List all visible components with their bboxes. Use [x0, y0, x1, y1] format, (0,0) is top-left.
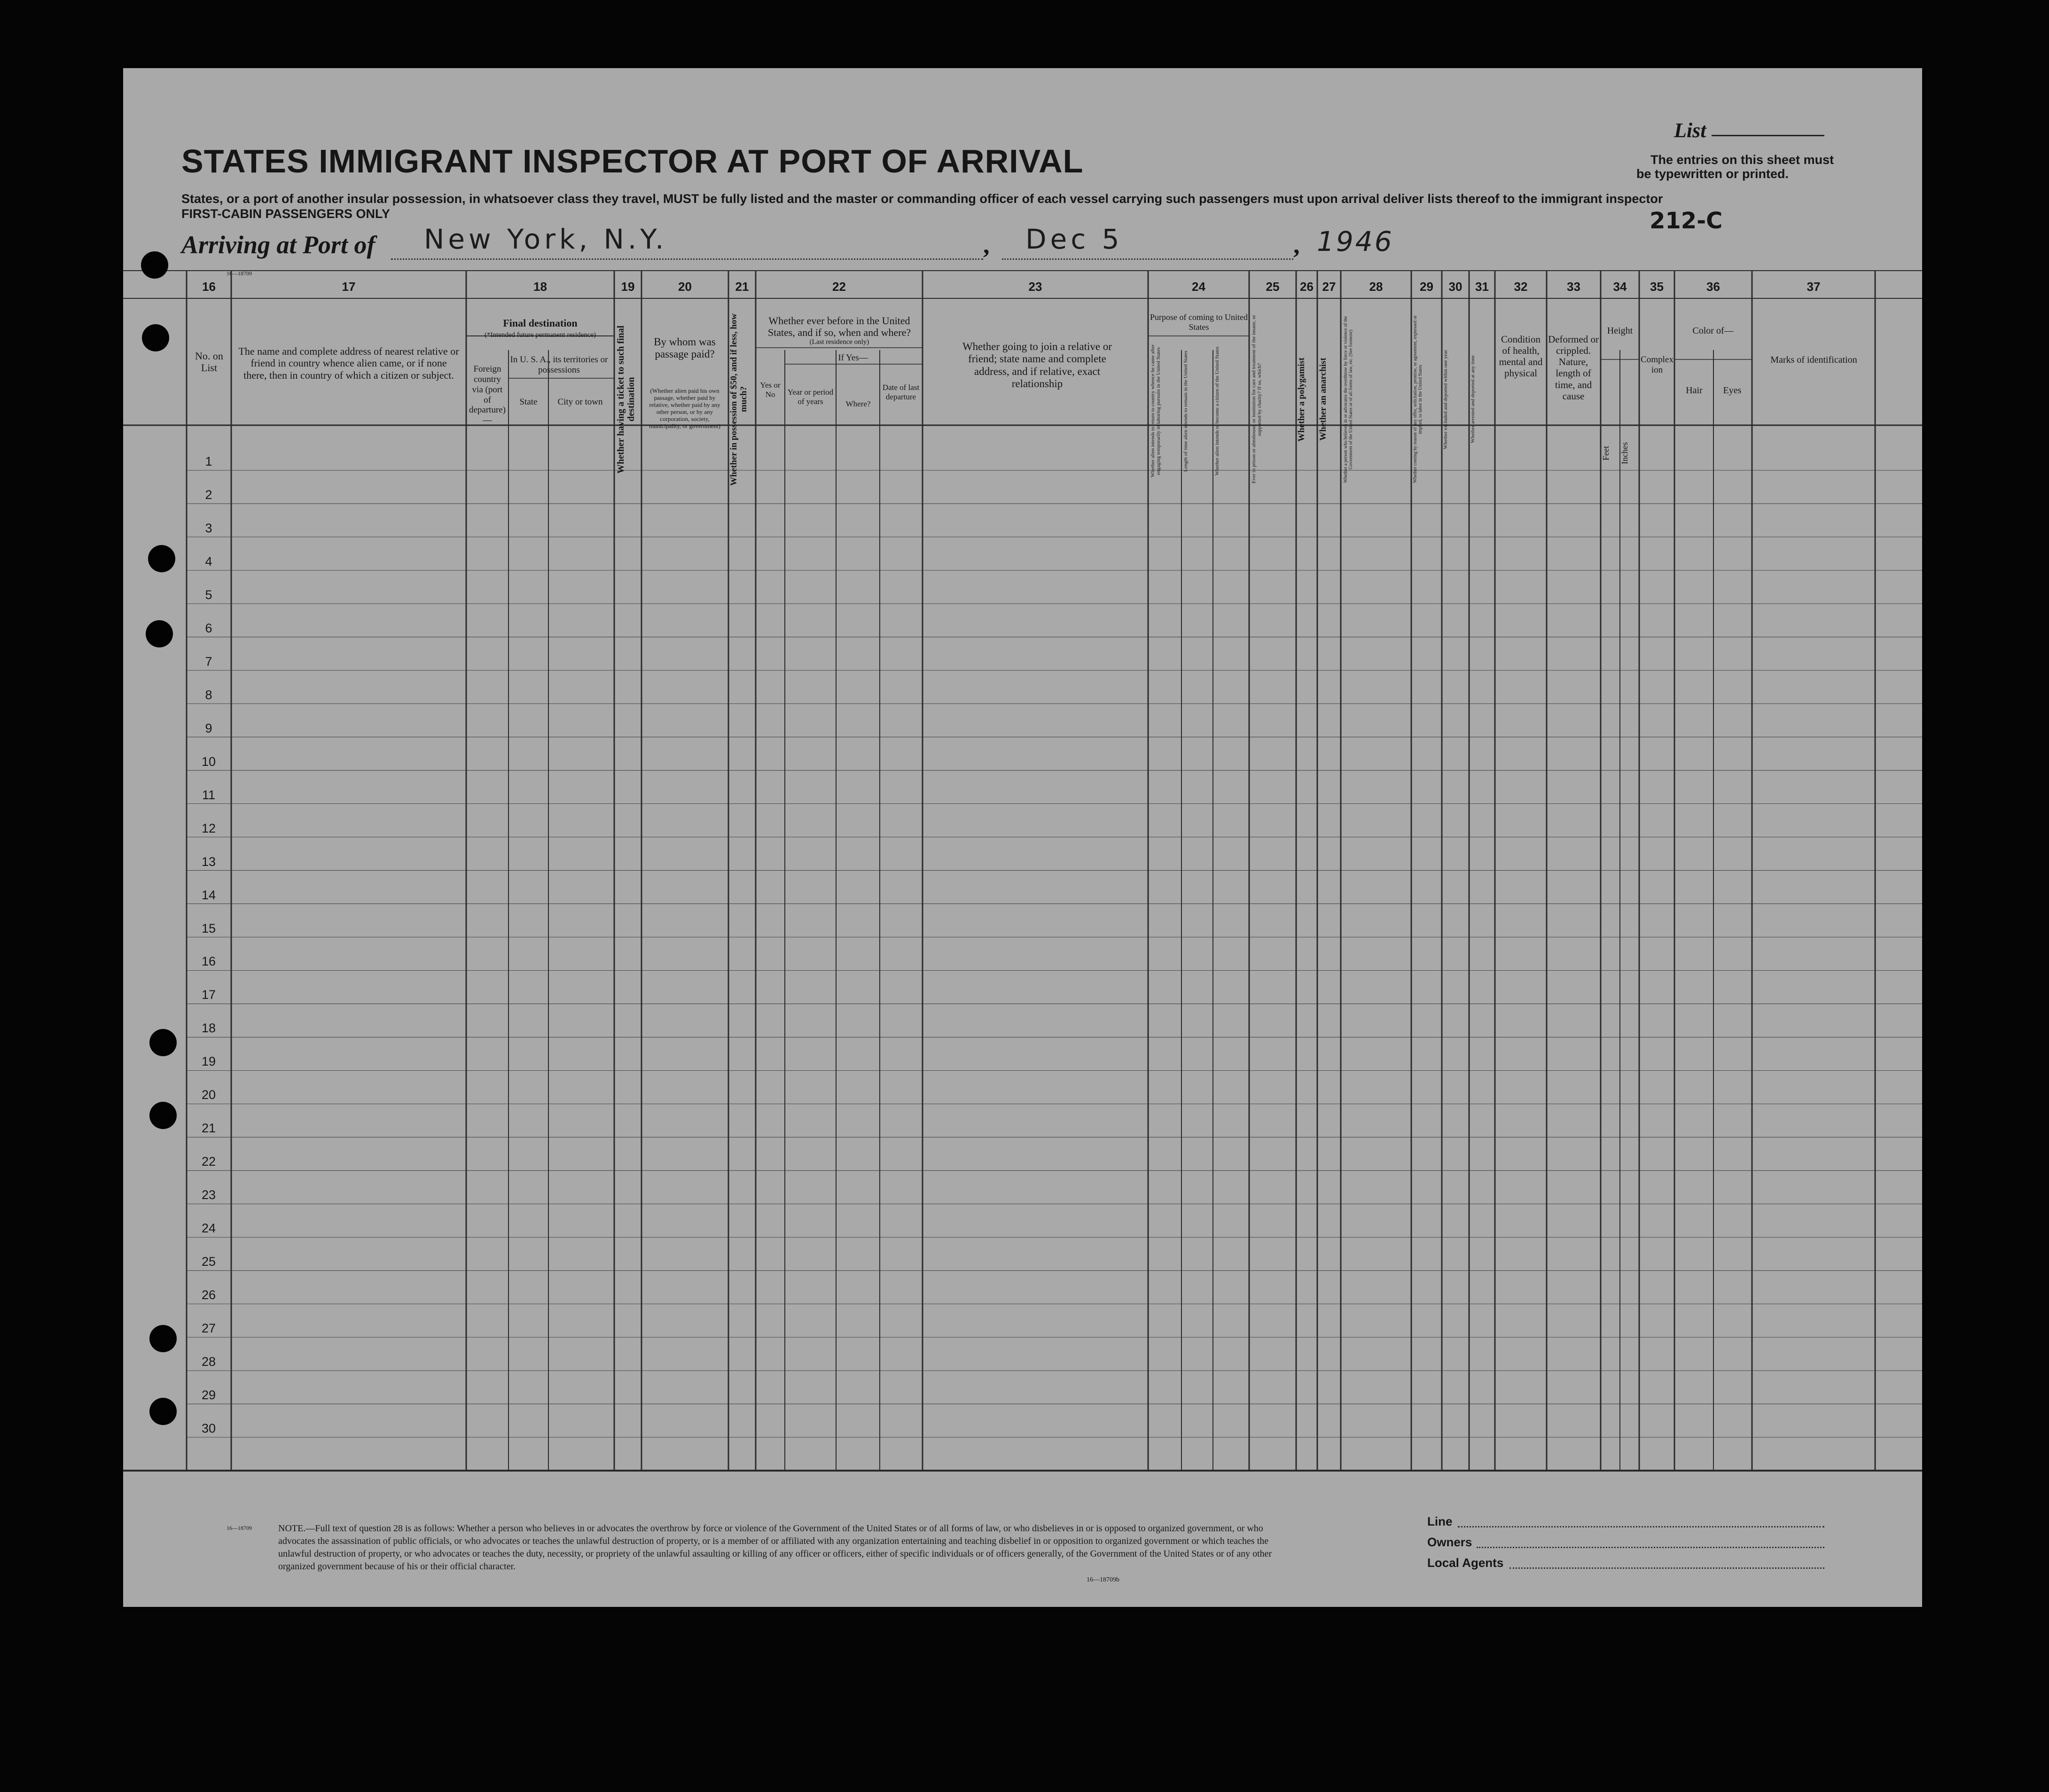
row-number: 10 — [201, 754, 216, 769]
row-number: 27 — [201, 1321, 216, 1336]
row-number: 3 — [205, 521, 212, 535]
header-inches: Inches — [1620, 442, 1629, 465]
row-number: 18 — [201, 1021, 216, 1036]
punch-hole — [149, 1325, 177, 1352]
header-purpose-length: Length of time alien intends to remain in the United States — [1183, 351, 1189, 472]
subtitle-class: FIRST-CABIN PASSENGERS ONLY — [181, 207, 391, 221]
punch-hole — [149, 1398, 177, 1425]
header-arrested-deported: Whether arrested and deported at any time — [1470, 355, 1476, 444]
header-join-relative: Whether going to join a relative or friend; state name and complete address, and if relative, exact relationship — [962, 341, 1112, 390]
column-number-row — [123, 280, 1922, 298]
column-number: 26 — [1300, 280, 1314, 294]
typewritten-note-line2: be typewritten or printed. — [1636, 167, 1789, 181]
comma-separator: , — [983, 231, 990, 259]
header-purpose-citizen: Whether alien intends to become a citizen of the United States — [1214, 346, 1220, 476]
header-relative-address: The name and complete address of nearest relative or friend in country whence alien came, or if none there, then in country of which a citizen or subject. — [238, 345, 459, 381]
header-possession-50: Whether in possession of $50, and if less, how much? — [729, 313, 749, 486]
row-number: 19 — [201, 1054, 216, 1069]
header-city-or-town: City or town — [557, 397, 603, 407]
header-ticket: Whether having a ticket to such final destination — [616, 325, 636, 474]
line-dotted — [1458, 1526, 1824, 1527]
row-number: 24 — [201, 1221, 216, 1236]
date-handwritten: Dec 5 — [1025, 223, 1123, 255]
row-number: 30 — [201, 1421, 216, 1436]
row-number: 6 — [205, 621, 212, 635]
header-passage-paid-sub: (Whether alien paid his own passage, whether paid by relative, whether paid by any other person, or by any corporation, society, municipality, or government) — [649, 387, 720, 429]
manifest-grid — [123, 270, 1922, 1541]
form-code-top: 16—18709 — [227, 270, 252, 277]
list-number: 212-C — [1650, 208, 1723, 234]
header-deformed: Deformed or crippled. Nature, length of time, and cause — [1548, 334, 1599, 402]
row-number: 12 — [201, 821, 216, 835]
list-number-line — [1712, 135, 1824, 136]
header-no-on-list: No. on List — [195, 350, 223, 374]
header-eyes: Eyes — [1723, 385, 1742, 396]
column-number: 33 — [1567, 280, 1580, 294]
header-year-or-period: Year or period of years — [787, 388, 834, 406]
punch-hole — [148, 545, 175, 572]
column-number: 21 — [735, 280, 749, 294]
header-if-yes: If Yes— — [838, 353, 868, 363]
header-state: State — [519, 397, 538, 407]
footnote-q28: NOTE.—Full text of question 28 is as follows: Whether a person who believes in or advocates the overthrow by force or violence of the Government of the United States or of all forms of law, or who disbelieves in or is opposed to organized government, or who advocates the assassination of public officials, or who advocates or teaches the unlawful destruction of property, or is a member of or affiliated with any organization entertaining and teaching disbelief in or opposition to organized government or which teaches the unlawful destruction of property, or who advocates or teaches the duty, necessity, or propriety of the unlawful assaulting or killing of any officer or officers, either of specific individuals or of officers generally, of the Government of the United States or of any other organized government because of his or their official character. — [278, 1523, 1272, 1572]
header-feet: Feet — [1601, 446, 1611, 461]
header-overthrow: Whether a person who believes in or advocates the overthrow by force or violence of the Government of the United States or of all forms of law, etc. (See footnote) — [1343, 316, 1353, 483]
header-anarchist: Whether an anarchist — [1318, 358, 1328, 441]
header-marks-identification: Marks of identification — [1770, 355, 1857, 365]
owners-label: Owners — [1427, 1535, 1472, 1549]
form-code-bottom: 16—18709 — [227, 1525, 252, 1531]
row-number: 23 — [201, 1188, 216, 1202]
column-number: 37 — [1807, 280, 1821, 294]
local-agents-dotted — [1509, 1567, 1824, 1569]
column-number: 16 — [202, 280, 216, 294]
date-dotted-line — [1002, 258, 1293, 260]
manifest-sheet — [123, 68, 1922, 1607]
row-number: 29 — [201, 1388, 216, 1402]
header-foreign-country: Foreign country via (port of departure)— — [469, 364, 506, 426]
comma-separator: , — [1293, 231, 1300, 259]
column-number: 19 — [621, 280, 635, 294]
row-number: 1 — [205, 454, 212, 468]
page-title: STATES IMMIGRANT INSPECTOR AT PORT OF ARRIVAL — [181, 143, 1084, 179]
column-number: 30 — [1448, 280, 1462, 294]
column-number: 20 — [678, 280, 692, 294]
form-code-footer: 16—18709b — [1087, 1576, 1119, 1583]
header-date-last-departure: Date of last departure — [882, 383, 920, 401]
row-number: 11 — [202, 787, 216, 802]
row-number: 13 — [201, 854, 216, 869]
punch-hole — [142, 324, 169, 351]
list-label: List — [1674, 119, 1706, 142]
column-number: 28 — [1369, 280, 1383, 294]
header-final-destination: Final destination — [503, 317, 578, 329]
typewritten-note-line1: The entries on this sheet must — [1650, 153, 1834, 167]
punch-hole — [141, 251, 168, 279]
row-number: 26 — [201, 1288, 216, 1302]
row-number: 2 — [205, 487, 212, 502]
row-number: 16 — [201, 954, 216, 969]
row-number: 15 — [201, 921, 216, 935]
header-where: Where? — [845, 399, 871, 408]
header-complexion: Complexion — [1641, 355, 1674, 375]
column-number: 24 — [1192, 280, 1205, 294]
column-number: 29 — [1420, 280, 1433, 294]
row-number: 7 — [205, 654, 212, 669]
line-label: Line — [1427, 1514, 1453, 1528]
row-number: 9 — [205, 721, 212, 735]
header-prison: Ever in prison or almshouse, or institution for care and treatment of the insane, or supported by charity? If so, which? — [1251, 315, 1263, 484]
row-number: 22 — [201, 1154, 216, 1169]
header-excluded-deported: Whether excluded and deported within one year — [1443, 350, 1448, 449]
header-yes-or-no: Yes or No — [760, 381, 781, 399]
local-agents-label: Local Agents — [1427, 1556, 1504, 1570]
header-height: Height — [1607, 326, 1633, 336]
column-number: 35 — [1650, 280, 1664, 294]
header-in-usa: In U. S. A., its territories or possessions — [510, 355, 608, 375]
row-number: 25 — [201, 1254, 216, 1269]
port-handwritten: New York, N.Y. — [424, 223, 668, 255]
row-number: 5 — [205, 587, 212, 602]
row-number: 28 — [201, 1355, 216, 1369]
column-number: 18 — [533, 280, 547, 294]
header-purpose: Purpose of coming to United States — [1150, 312, 1248, 332]
row-number: 21 — [201, 1121, 216, 1136]
row-number: 4 — [205, 554, 212, 569]
column-number: 25 — [1266, 280, 1280, 294]
row-number: 14 — [201, 888, 216, 902]
header-labor-offer: Whether coming by reason of any offer, solicitation, promise, or agreement, expressed or implied, to labor in the United States — [1413, 315, 1423, 483]
row-number: 17 — [201, 988, 216, 1002]
column-number: 32 — [1514, 280, 1528, 294]
header-hair: Hair — [1686, 385, 1703, 396]
header-health: Condition of health, mental and physical — [1499, 334, 1543, 379]
row-number: 20 — [201, 1088, 216, 1102]
column-number: 17 — [342, 280, 356, 294]
column-number: 22 — [832, 280, 846, 294]
header-ever-before-us: Whether ever before in the United States, and if so, when and where? — [767, 315, 911, 339]
header-last-residence: (Last residence only) — [809, 338, 869, 346]
punch-hole — [149, 1102, 177, 1129]
arriving-label: Arriving at Port of — [181, 231, 375, 259]
header-purpose-return: Whether alien intends to return to country whence he came after engaging temporarily in laboring pursuits in the United States — [1150, 344, 1162, 478]
column-number: 31 — [1475, 280, 1489, 294]
column-number: 34 — [1613, 280, 1627, 294]
subtitle-instructions: States, or a port of another insular possession, in whatsoever class they travel, MUST be fully listed and the master or commanding officer of each vessel carrying such passengers must upon arrival deliver lists thereof to the immigrant inspector — [181, 192, 1663, 206]
year-handwritten: 1946 — [1317, 226, 1394, 257]
port-dotted-line — [391, 258, 983, 260]
column-number: 27 — [1322, 280, 1336, 294]
column-number: 23 — [1028, 280, 1042, 294]
punch-hole — [149, 1029, 177, 1056]
header-passage-paid: By whom was passage paid? — [654, 336, 716, 360]
header-color-of: Color of— — [1692, 326, 1734, 336]
owners-dotted — [1477, 1547, 1824, 1548]
column-number: 36 — [1706, 280, 1720, 294]
header-polygamist: Whether a polygamist — [1297, 357, 1306, 442]
punch-hole — [146, 620, 173, 647]
row-number: 8 — [205, 687, 212, 702]
header-final-destination-sub: (*Intended future permanent residence) — [485, 331, 596, 339]
